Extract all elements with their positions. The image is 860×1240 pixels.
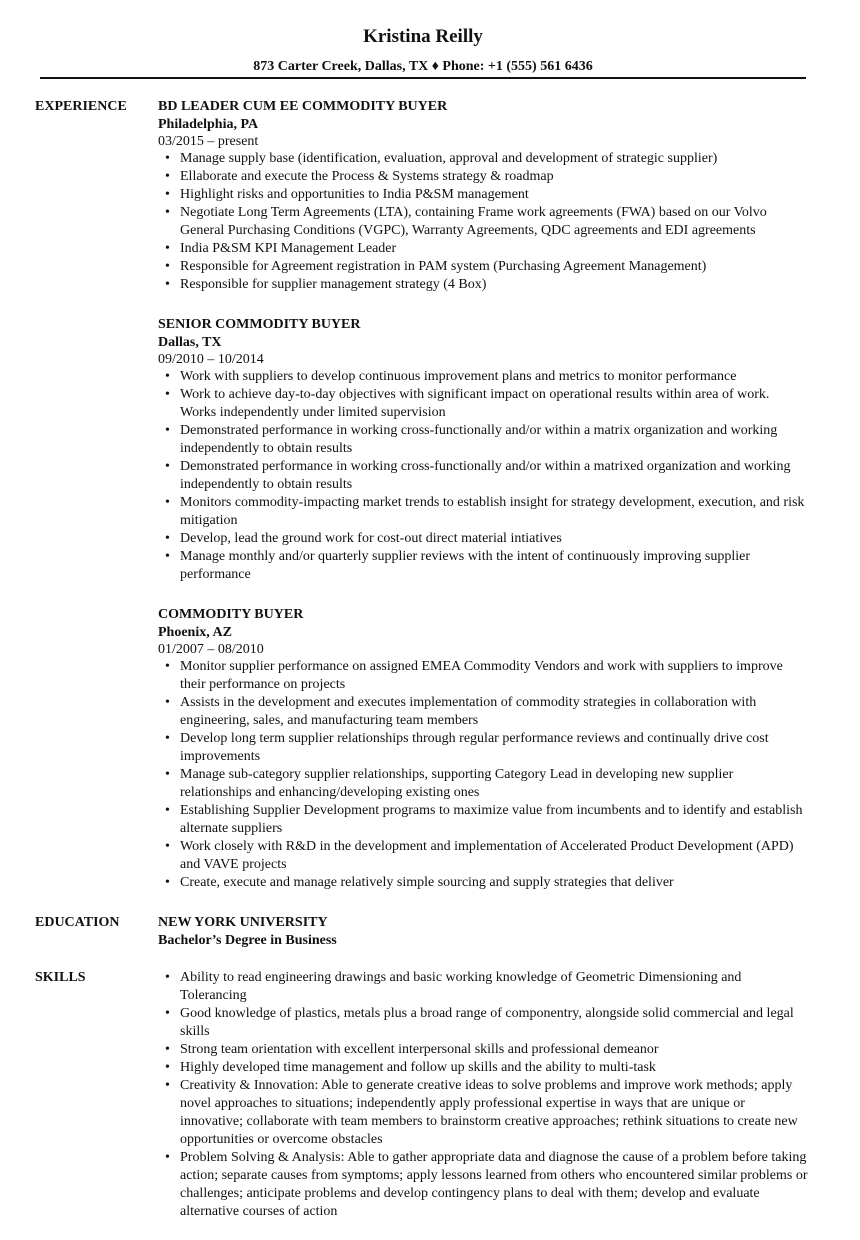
bullet-item: • Monitor supplier performance on assigned EMEA Commodity Vendors and work with suppliers to improve their performance on projects: [180, 658, 808, 694]
bullet-item: • Develop, lead the ground work for cost-out direct material intiatives: [180, 530, 808, 548]
job-title: BD LEADER CUM EE COMMODITY BUYER: [158, 99, 448, 114]
job-entry: [158, 98, 808, 294]
skill-item: • Highly developed time management and follow up skills and the ability to multi-task: [180, 1059, 808, 1077]
skills-bullets: [158, 969, 808, 1221]
job-title: COMMODITY BUYER: [158, 607, 304, 622]
bullet-item: • Work to achieve day-to-day objectives with significant impact on operational results within area of work. Works independently under limited supervision: [180, 386, 808, 422]
bullet-item: • Responsible for Agreement registration in PAM system (Purchasing Agreement Management): [180, 258, 808, 276]
job-title: SENIOR COMMODITY BUYER: [158, 317, 361, 332]
degree-name: Bachelor’s Degree in Business: [158, 933, 337, 948]
skill-item: • Good knowledge of plastics, metals plus a broad range of componentry, alongside solid commercial and legal skills: [180, 1005, 808, 1041]
skill-item: • Problem Solving & Analysis: Able to gather appropriate data and diagnose the cause of a problem before taking action; separate causes from symptoms; apply lessons learned from others who encountered similar problems or challenges; anticipate problems and develop contingency plans to deal with them; develop and evaluate alternative courses of action: [180, 1149, 808, 1221]
bullet-item: • Manage monthly and/or quarterly supplier reviews with the intent of continuously improving supplier performance: [180, 548, 808, 584]
resume-body: [0, 98, 860, 1221]
bullet-item: • Establishing Supplier Development programs to maximize value from incumbents and to identify and establish alternate suppliers: [180, 802, 808, 838]
job-dates: 09/2010 – 10/2014: [158, 352, 264, 367]
bullet-item: • Create, execute and manage relatively simple sourcing and supply strategies that deliver: [180, 874, 808, 892]
job-entry: [158, 606, 808, 892]
contact-line: 873 Carter Creek, Dallas, TX ♦ Phone: +1 (555) 561 6436: [253, 59, 593, 74]
bullet-item: • Manage supply base (identification, evaluation, approval and development of strategic supplier): [180, 150, 808, 168]
job-location: Dallas, TX: [158, 335, 222, 350]
bullet-item: • Manage sub-category supplier relationships, supporting Category Lead in developing new supplier relationships and enhancing/developing existing ones: [180, 766, 808, 802]
school-name: NEW YORK UNIVERSITY: [158, 915, 328, 930]
section-label-experience: EXPERIENCE: [35, 99, 127, 114]
experience-content: [158, 98, 808, 914]
experience-section: [0, 98, 860, 914]
job-entry: [158, 316, 808, 584]
job-bullets: [158, 150, 808, 294]
job-bullets: [158, 658, 808, 892]
bullet-item: • Monitors commodity-impacting market trends to establish insight for strategy development, execution, and risk mitigation: [180, 494, 808, 530]
job-dates: 03/2015 – present: [158, 134, 259, 149]
bullet-item: • Develop long term supplier relationships through regular performance reviews and continually drive cost improvements: [180, 730, 808, 766]
bullet-item: • Responsible for supplier management strategy (4 Box): [180, 276, 808, 294]
skills-content: [158, 969, 808, 1221]
bullet-item: • Negotiate Long Term Agreements (LTA), containing Frame work agreements (FWA) based on our Volvo General Purchasing Conditions (VGPC), Warranty Agreements, QDC agreements and EDI agreements: [180, 204, 808, 240]
education-section: [0, 914, 860, 950]
bullet-item: • Demonstrated performance in working cross-functionally and/or within a matrixed organization and working independently to obtain results: [180, 458, 808, 494]
skills-section: [0, 969, 860, 1221]
section-label-education: EDUCATION: [35, 915, 120, 930]
skill-item: • Creativity & Innovation: Able to generate creative ideas to solve problems and improve work methods; apply novel approaches to situations; independently apply professional expertise in ways that are unique or innovative; collaborate with team members to brainstorm creative approaches; rethink situations to create new opportunities or overcome obstacles: [180, 1077, 808, 1149]
bullet-item: • Ellaborate and execute the Process & Systems strategy & roadmap: [180, 168, 808, 186]
job-bullets: [158, 368, 808, 584]
bullet-item: • Highlight risks and opportunities to India P&SM management: [180, 186, 808, 204]
section-label-skills: SKILLS: [35, 970, 86, 985]
bullet-item: • India P&SM KPI Management Leader: [180, 240, 808, 258]
bullet-item: • Assists in the development and executes implementation of commodity strategies in collaboration with engineering, sales, and manufacturing team members: [180, 694, 808, 730]
job-dates: 01/2007 – 08/2010: [158, 642, 264, 657]
bullet-item: • Work closely with R&D in the development and implementation of Accelerated Product Development (APD) and VAVE projects: [180, 838, 808, 874]
bullet-item: • Work with suppliers to develop continuous improvement plans and metrics to monitor performance: [180, 368, 808, 386]
skill-item: • Ability to read engineering drawings and basic working knowledge of Geometric Dimensioning and Tolerancing: [180, 969, 808, 1005]
education-content: [158, 914, 808, 950]
header-divider: [40, 77, 806, 79]
skill-item: • Strong team orientation with excellent interpersonal skills and professional demeanor: [180, 1041, 808, 1059]
bullet-item: • Demonstrated performance in working cross-functionally and/or within a matrix organization and working independently to obtain results: [180, 422, 808, 458]
job-location: Phoenix, AZ: [158, 625, 232, 640]
job-location: Philadelphia, PA: [158, 117, 259, 132]
candidate-name: Kristina Reilly: [363, 26, 483, 47]
